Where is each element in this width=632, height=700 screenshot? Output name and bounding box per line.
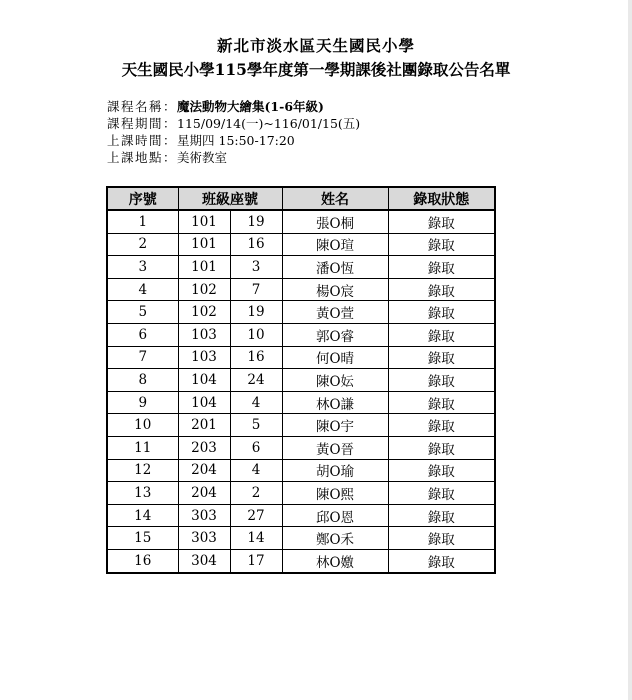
cell-class: 201 [178, 414, 230, 437]
cell-seq: 1 [107, 210, 178, 233]
cell-class: 101 [178, 256, 230, 279]
course-info-block [107, 98, 360, 166]
table-row [107, 504, 495, 527]
cell-class: 104 [178, 391, 230, 414]
cell-seat: 5 [230, 414, 282, 437]
table-row [107, 278, 495, 301]
cell-status: 錄取 [388, 459, 495, 482]
cell-seq: 15 [107, 527, 178, 550]
cell-class: 204 [178, 459, 230, 482]
class-location-value: 美術教室 [177, 150, 228, 165]
cell-name: 邱O恩 [282, 504, 388, 527]
cell-seq: 9 [107, 391, 178, 414]
cell-seat: 19 [230, 210, 282, 233]
header-seq: 序號 [107, 187, 178, 210]
cell-status: 錄取 [388, 210, 495, 233]
cell-name: 黃O晉 [282, 436, 388, 459]
cell-seat: 3 [230, 256, 282, 279]
cell-seat: 7 [230, 278, 282, 301]
cell-name: 何O晴 [282, 346, 388, 369]
cell-seq: 11 [107, 436, 178, 459]
table-row [107, 549, 495, 572]
cell-status: 錄取 [388, 256, 495, 279]
cell-name: 張O桐 [282, 210, 388, 233]
cell-seat: 16 [230, 233, 282, 256]
cell-name: 郭O睿 [282, 323, 388, 346]
table-row [107, 391, 495, 414]
table-row [107, 482, 495, 505]
course-period-row [107, 115, 360, 132]
course-name-label: 課程名稱： [107, 99, 178, 114]
class-time-value: 星期四 15:50-17:20 [177, 133, 295, 148]
cell-status: 錄取 [388, 323, 495, 346]
cell-status: 錄取 [388, 391, 495, 414]
cell-status: 錄取 [388, 233, 495, 256]
cell-status: 錄取 [388, 549, 495, 572]
table-row [107, 256, 495, 279]
cell-seq: 12 [107, 459, 178, 482]
cell-seat: 4 [230, 459, 282, 482]
cell-seq: 6 [107, 323, 178, 346]
cell-seq: 16 [107, 549, 178, 572]
cell-class: 101 [178, 233, 230, 256]
table-body [107, 210, 495, 573]
cell-class: 102 [178, 278, 230, 301]
cell-seq: 7 [107, 346, 178, 369]
cell-seq: 14 [107, 504, 178, 527]
cell-seat: 17 [230, 549, 282, 572]
cell-status: 錄取 [388, 346, 495, 369]
cell-status: 錄取 [388, 278, 495, 301]
class-location-label: 上課地點： [107, 150, 178, 165]
course-name-value: 魔法動物大繪集(1-6年級) [177, 99, 324, 114]
table-row [107, 323, 495, 346]
table-row [107, 233, 495, 256]
cell-seat: 6 [230, 436, 282, 459]
table-header-row [107, 187, 495, 210]
cell-seat: 24 [230, 369, 282, 392]
cell-class: 203 [178, 436, 230, 459]
cell-class: 204 [178, 482, 230, 505]
cell-name: 陳O瑄 [282, 233, 388, 256]
cell-seq: 4 [107, 278, 178, 301]
table-row [107, 301, 495, 324]
cell-seat: 16 [230, 346, 282, 369]
cell-class: 304 [178, 549, 230, 572]
cell-name: 陳O妘 [282, 369, 388, 392]
class-location-row [107, 149, 360, 166]
table-row [107, 527, 495, 550]
cell-class: 103 [178, 346, 230, 369]
cell-class: 104 [178, 369, 230, 392]
course-period-value: 115/09/14(一)~116/01/15(五) [177, 116, 361, 131]
cell-name: 潘O恆 [282, 256, 388, 279]
table-row [107, 436, 495, 459]
course-period-label: 課程期間： [107, 116, 178, 131]
cell-seat: 27 [230, 504, 282, 527]
cell-seat: 10 [230, 323, 282, 346]
cell-class: 101 [178, 210, 230, 233]
table-row [107, 414, 495, 437]
header-status: 錄取狀態 [388, 187, 495, 210]
cell-name: 鄭O禾 [282, 527, 388, 550]
cell-seat: 4 [230, 391, 282, 414]
cell-seat: 2 [230, 482, 282, 505]
cell-class: 303 [178, 527, 230, 550]
cell-class: 102 [178, 301, 230, 324]
class-time-label: 上課時間： [107, 133, 178, 148]
table-row [107, 210, 495, 233]
table-row [107, 369, 495, 392]
cell-seq: 13 [107, 482, 178, 505]
header-name: 姓名 [282, 187, 388, 210]
cell-seq: 5 [107, 301, 178, 324]
cell-seq: 2 [107, 233, 178, 256]
cell-name: 黃O萱 [282, 301, 388, 324]
cell-status: 錄取 [388, 301, 495, 324]
cell-name: 林O嬓 [282, 549, 388, 572]
cell-seq: 3 [107, 256, 178, 279]
table-row [107, 459, 495, 482]
cell-status: 錄取 [388, 482, 495, 505]
cell-name: 陳O熙 [282, 482, 388, 505]
cell-name: 胡O瑜 [282, 459, 388, 482]
cell-class: 103 [178, 323, 230, 346]
notice-title: 天生國民小學115學年度第一學期課後社團錄取公告名單 [121, 60, 511, 79]
cell-seat: 19 [230, 301, 282, 324]
cell-name: 陳O宇 [282, 414, 388, 437]
cell-status: 錄取 [388, 369, 495, 392]
cell-seq: 10 [107, 414, 178, 437]
cell-status: 錄取 [388, 527, 495, 550]
cell-name: 楊O宸 [282, 278, 388, 301]
school-name-heading: 新北市淡水區天生國民小學 [216, 36, 415, 55]
cell-name: 林O謙 [282, 391, 388, 414]
admission-table [106, 186, 496, 574]
cell-status: 錄取 [388, 414, 495, 437]
table-row [107, 346, 495, 369]
header-class-seat: 班級座號 [178, 187, 282, 210]
class-time-row [107, 132, 360, 149]
cell-status: 錄取 [388, 504, 495, 527]
page-edge [628, 0, 632, 700]
cell-class: 303 [178, 504, 230, 527]
cell-seat: 14 [230, 527, 282, 550]
course-name-row [107, 98, 360, 115]
cell-seq: 8 [107, 369, 178, 392]
cell-status: 錄取 [388, 436, 495, 459]
